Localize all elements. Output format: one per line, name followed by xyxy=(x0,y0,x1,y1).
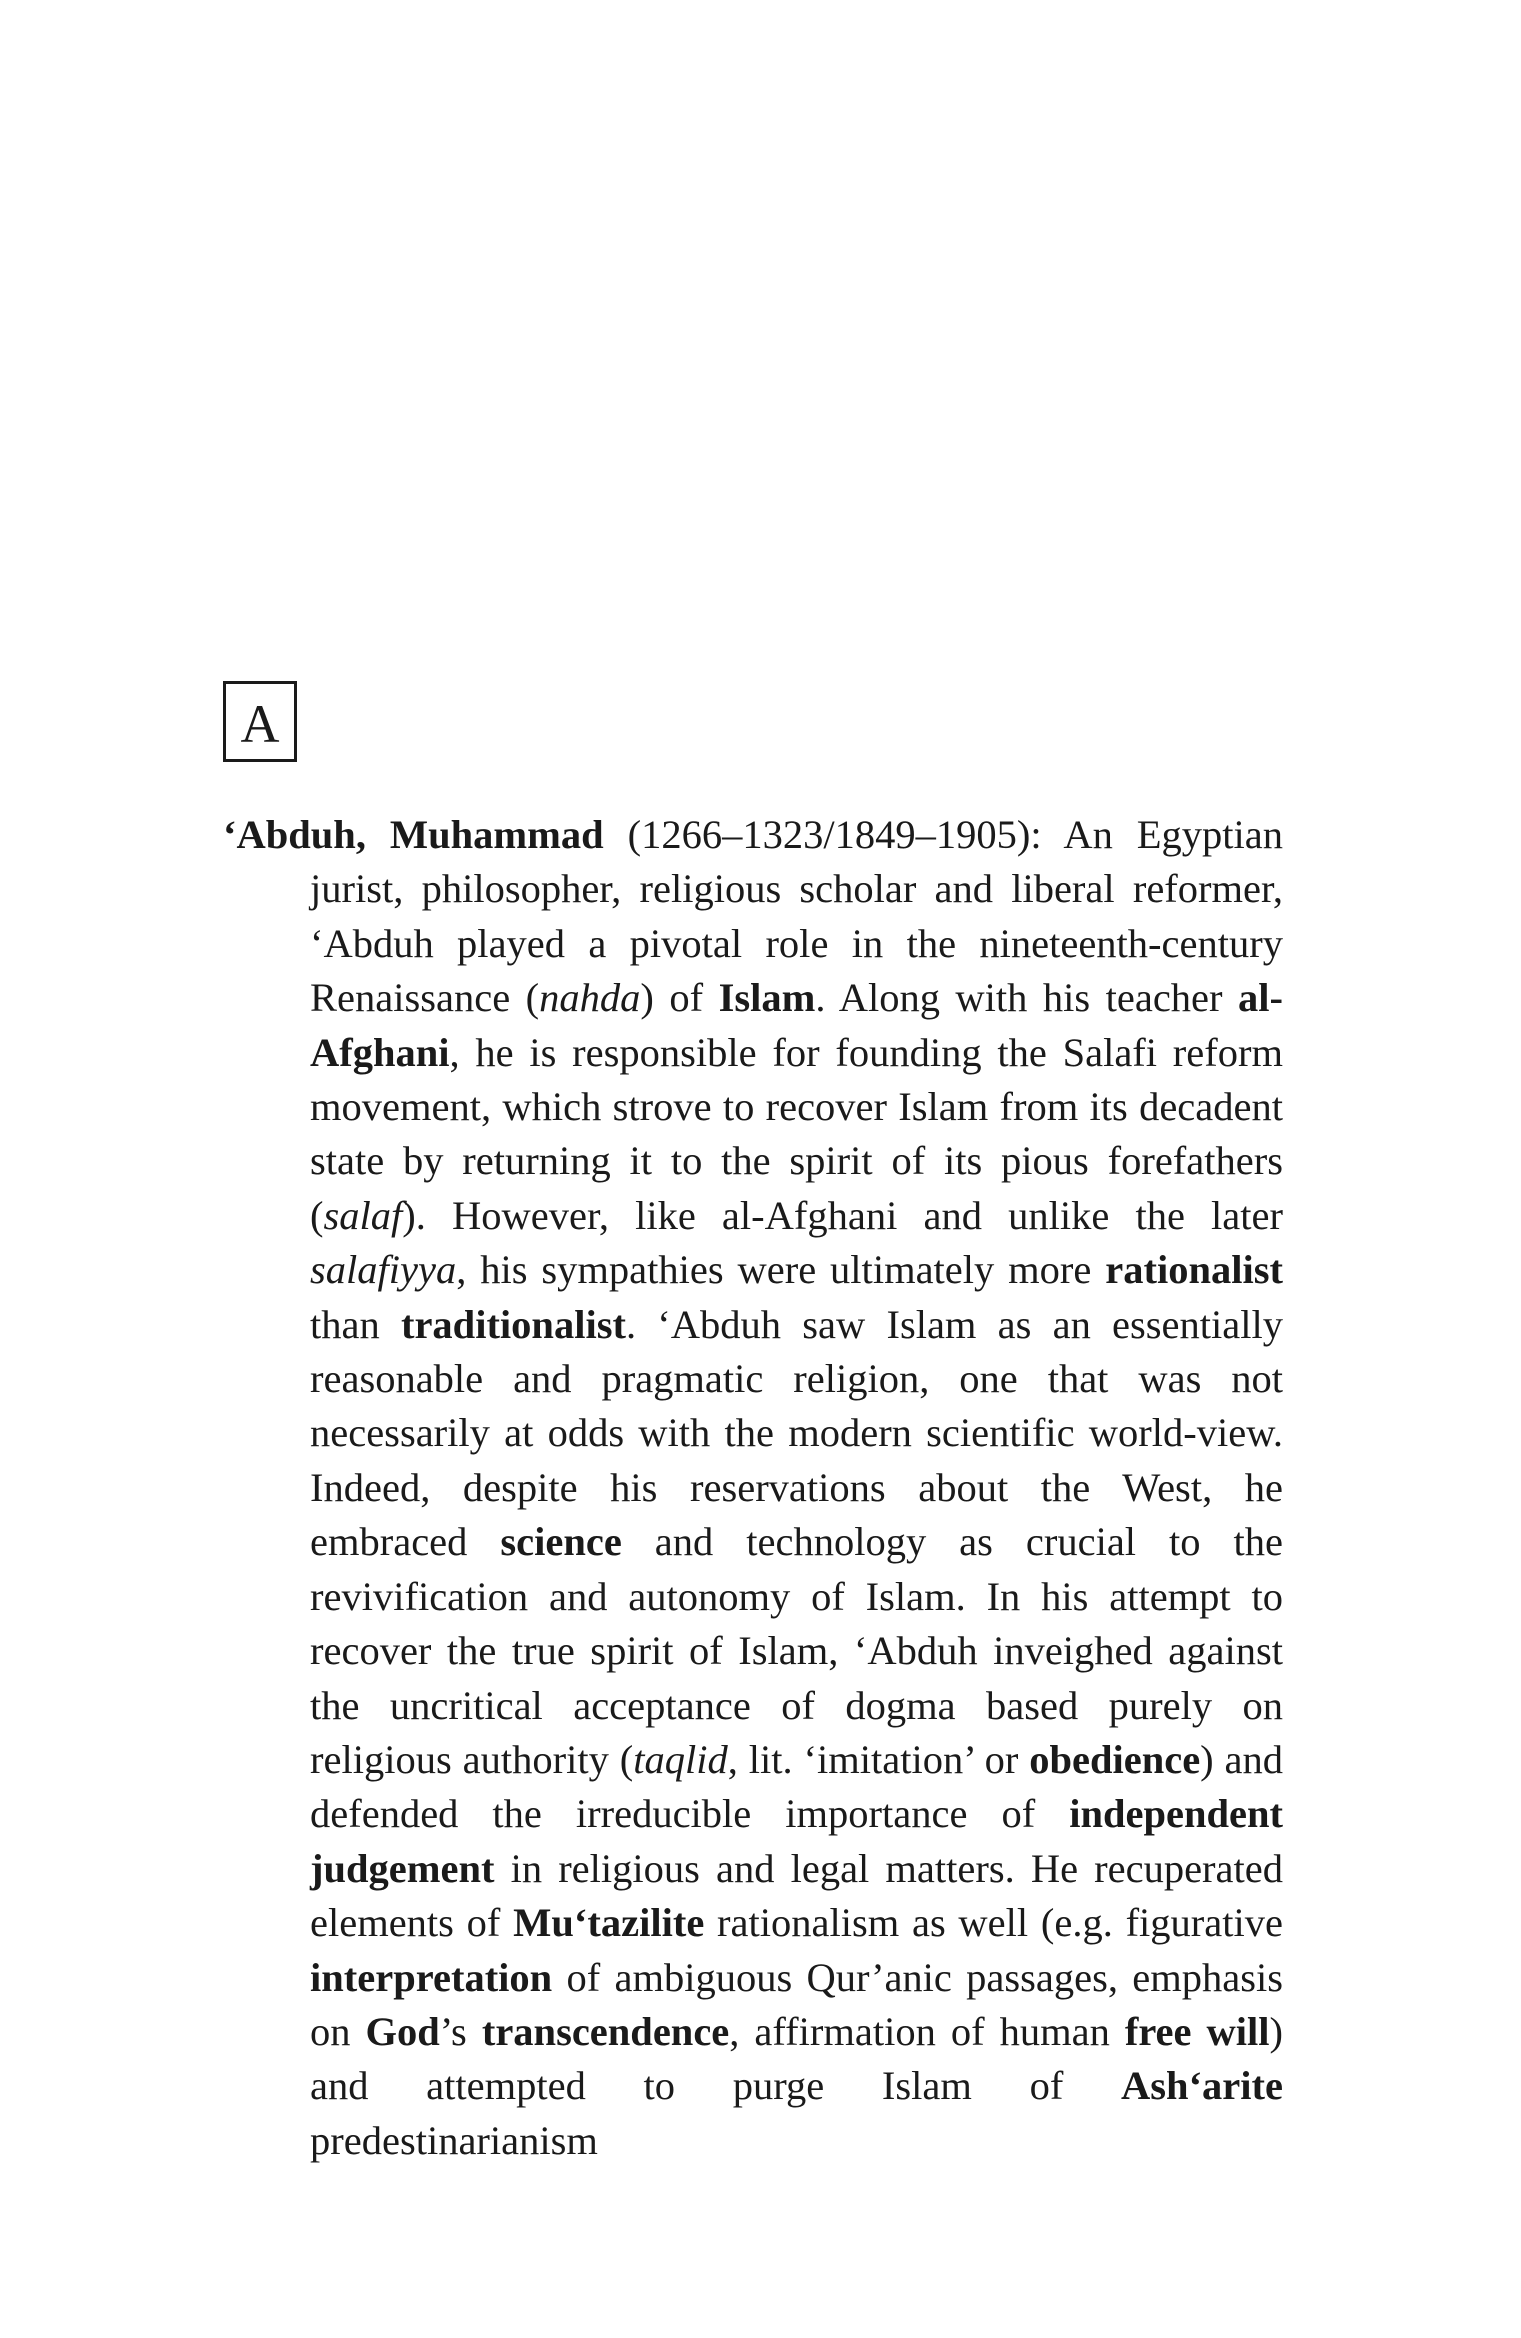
crossref-transcendence: transcendence xyxy=(481,2008,730,2054)
entry-text: , his sympathies were ultimately more xyxy=(456,1247,1106,1293)
crossref-science: science xyxy=(500,1519,622,1565)
entry-text: (1266–1323/1849–1905): An Egyptian jurist, philosopher, religious scholar and liberal reformer, ‘Abduh played a pivotal role in the nineteenth-century Renaissance ( xyxy=(310,812,1283,1021)
crossref-rationalist: rationalist xyxy=(1105,1247,1283,1293)
term-nahda: nahda xyxy=(539,975,641,1021)
entry-text: of ambiguous Qur’anic passages, emphasis on xyxy=(310,1954,1283,2054)
term-taqlid: taqlid xyxy=(633,1736,728,1782)
crossref-obedience: obedience xyxy=(1029,1736,1201,1782)
section-letter: A xyxy=(240,693,280,754)
entry-text: ) and attempted to purge Islam of xyxy=(310,2008,1284,2109)
crossref-god: God xyxy=(365,2008,440,2054)
entry-text: , lit. ‘imitation’ or xyxy=(727,1736,1030,1782)
entry-text: , he is responsible for founding the Salafi reform movement, which strove to recover Islam from its decadent state by returning it to the spirit of its pious forefathers ( xyxy=(310,1029,1283,1238)
entry-text: . ‘Abduh saw Islam as an essentially reasonable and pragmatic religion, one that was not necessarily at odds with the modern scientific world-view. Indeed, despite his reservations about the West, he embraced xyxy=(310,1301,1283,1565)
term-salaf: salaf xyxy=(323,1192,403,1238)
entry-text: ) and defended the irreducible importance of xyxy=(310,1736,1284,1837)
term-salafiyya: salafiyya xyxy=(310,1247,457,1293)
entry-text: , affirmation of human xyxy=(729,2008,1125,2054)
crossref-independent-judgement: independent judgement xyxy=(310,1791,1283,1891)
entry-text: ) of xyxy=(640,975,719,1021)
section-letter-box xyxy=(223,681,297,762)
entry-text: and technology as crucial to the revivification and autonomy of Islam. In his attempt to recover the true spirit of Islam, ‘Abduh inveighed against the uncritical acceptance of dogma based purely on religious authority ( xyxy=(310,1519,1283,1782)
entry-text: than xyxy=(310,1301,401,1347)
crossref-islam: Islam xyxy=(718,975,816,1021)
entry-text: ). However, like al-Afghani and unlike the later xyxy=(402,1192,1283,1238)
crossref-traditionalist: traditionalist xyxy=(400,1301,626,1347)
dictionary-entry xyxy=(223,808,1283,2168)
crossref-mutazilite: Mu‘tazilite xyxy=(513,1900,705,1946)
entry-headword: ‘Abduh, Muhammad xyxy=(223,812,604,857)
crossref-al-afghani: al-Afghani xyxy=(310,975,1283,1075)
entry-text: ’s xyxy=(439,2008,482,2054)
crossref-asharite: Ash‘arite xyxy=(1121,2063,1283,2109)
crossref-interpretation: interpretation xyxy=(310,1954,553,2000)
entry-text: predestinarianism xyxy=(310,2117,598,2163)
entry-text: . Along with his teacher xyxy=(815,975,1238,1021)
entry-text: rationalism as well (e.g. figurative xyxy=(704,1900,1283,1946)
crossref-free-will: free will xyxy=(1124,2008,1270,2054)
entry-text: in religious and legal matters. He recuperated elements of xyxy=(310,1845,1283,1946)
